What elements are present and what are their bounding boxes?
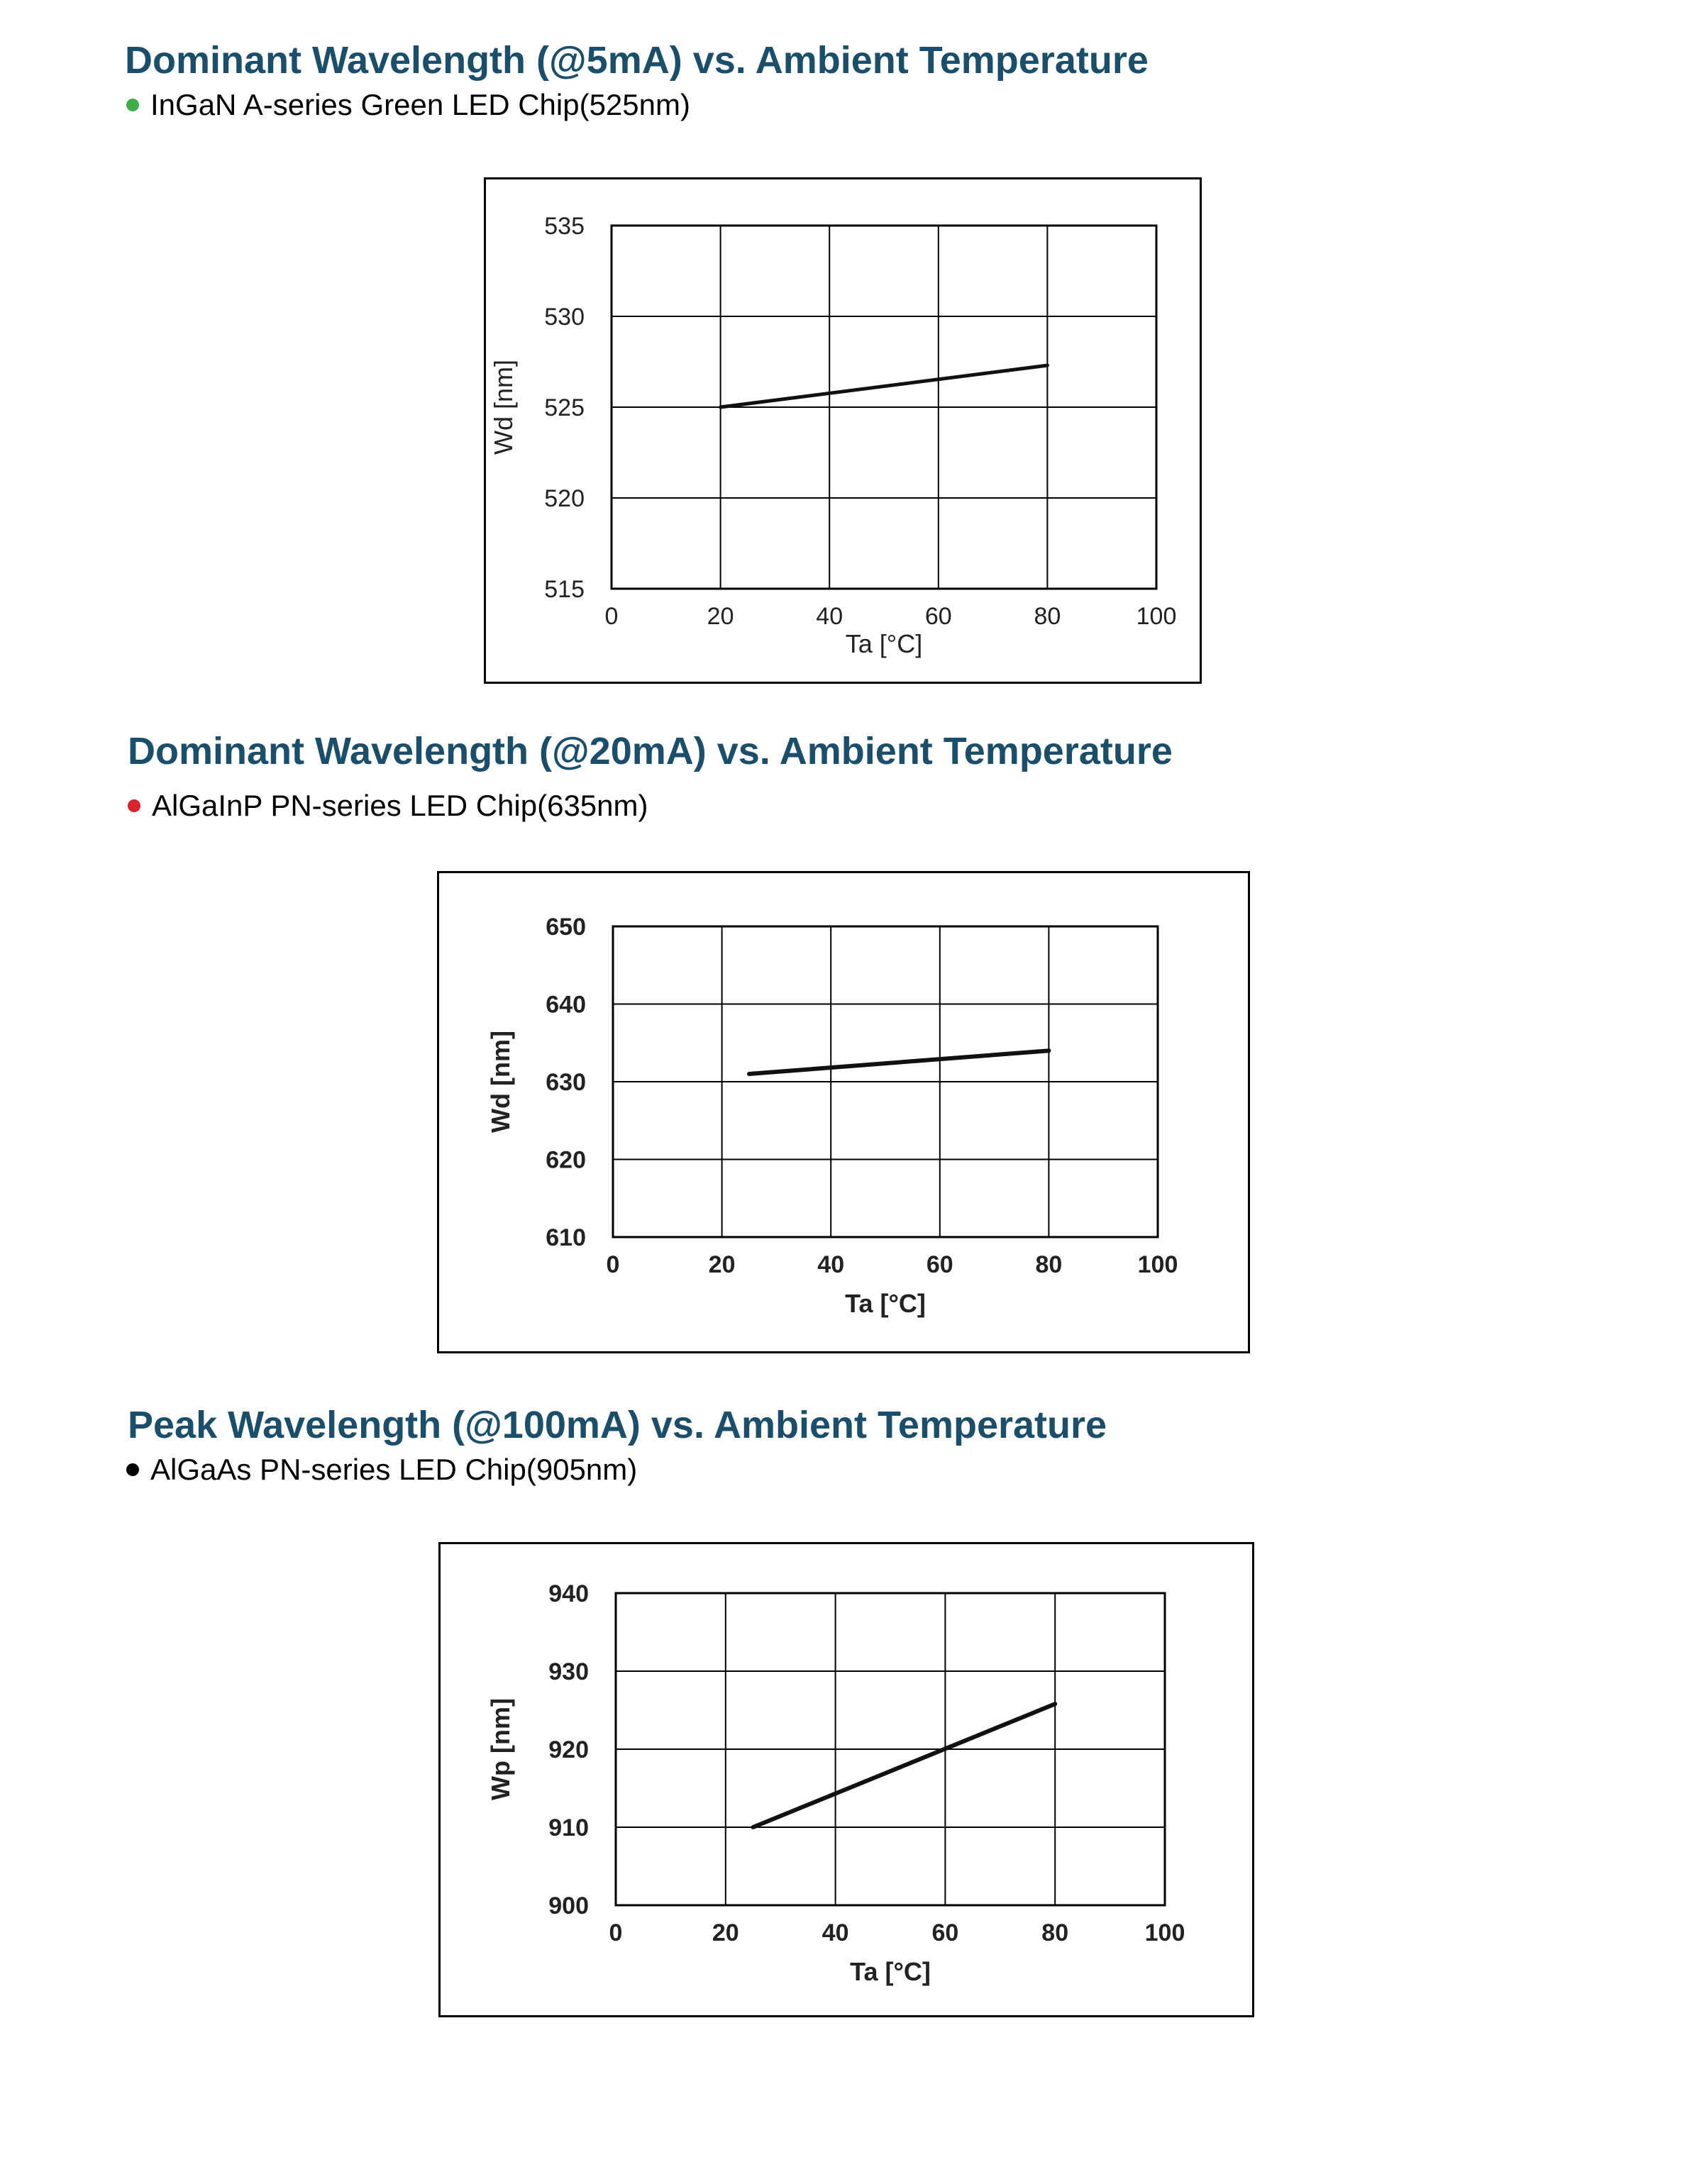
chart-3-title: Peak Wavelength (@100mA) vs. Ambient Temperature [128,1404,1107,1446]
chart-1-y-tick-label: 525 [544,394,585,421]
chart-1-x-axis-label: Ta [°C] [845,629,923,658]
chart-1-x-tick-label: 100 [1136,603,1177,630]
chart-2-y-tick-label: 610 [546,1224,586,1251]
chart-3-y-axis-label: Wp [nm] [486,1698,515,1800]
chart-3-x-tick-label: 60 [931,1919,959,1946]
chart-3-y-tick-label: 900 [548,1892,589,1919]
chart-3-series-line [753,1704,1056,1827]
chart-2-x-tick-label: 100 [1137,1251,1178,1278]
chart-2-x-tick-label: 20 [708,1251,736,1278]
chart-2-y-tick-label: 630 [546,1069,586,1096]
chart-1-x-tick-label: 60 [924,603,952,630]
chart-2-series-line [749,1051,1049,1074]
chart-1-x-tick-label: 20 [707,603,734,630]
chart-3-x-tick-label: 0 [609,1919,623,1946]
chart-3-bullet-text: AlGaAs PN-series LED Chip(905nm) [150,1453,638,1486]
chart-2-y-tick-label: 620 [546,1146,586,1174]
chart-3-y-tick-label: 940 [548,1580,589,1607]
chart-2-x-tick-label: 40 [817,1251,845,1278]
chart-1-series-line [721,365,1048,407]
chart-2-y-tick-label: 650 [546,914,586,941]
chart-2-x-tick-label: 80 [1035,1251,1063,1278]
chart-3-x-axis-label: Ta [°C] [850,1957,931,1986]
chart-1-x-tick-label: 80 [1034,603,1061,630]
chart-1-y-tick-label: 530 [544,304,585,331]
chart-2-title: Dominant Wavelength (@20mA) vs. Ambient Temperature [128,730,1173,772]
chart-2-x-axis-label: Ta [°C] [845,1289,926,1318]
chart-2-y-tick-label: 640 [546,991,586,1019]
chart-2-x-tick-label: 0 [606,1251,620,1278]
chart-1-y-tick-label: 535 [544,213,585,240]
chart-1-x-tick-label: 40 [816,603,844,630]
chart-1-title: Dominant Wavelength (@5mA) vs. Ambient Temperature [125,39,1149,82]
chart-3-y-tick-label: 930 [548,1658,589,1685]
chart-3-x-tick-label: 40 [822,1919,849,1946]
chart-1-x-tick-label: 0 [604,603,619,630]
chart-3-x-tick-label: 100 [1144,1919,1185,1946]
chart-1-y-axis-label: Wd [nm] [489,359,518,455]
chart-3-y-tick-label: 920 [548,1736,589,1763]
chart-3-x-tick-label: 80 [1041,1919,1069,1946]
chart-2-y-axis-label: Wd [nm] [486,1031,515,1133]
chart-2-x-tick-label: 60 [926,1251,953,1278]
chart-1-bullet-text: InGaN A-series Green LED Chip(525nm) [150,88,690,121]
chart-1-y-tick-label: 515 [544,576,585,603]
chart-3-x-tick-label: 20 [712,1919,739,1946]
chart-3-y-tick-label: 910 [548,1814,589,1841]
chart-2-bullet-text: AlGaInP PN-series LED Chip(635nm) [152,789,648,822]
chart-1-y-tick-label: 520 [544,485,585,512]
